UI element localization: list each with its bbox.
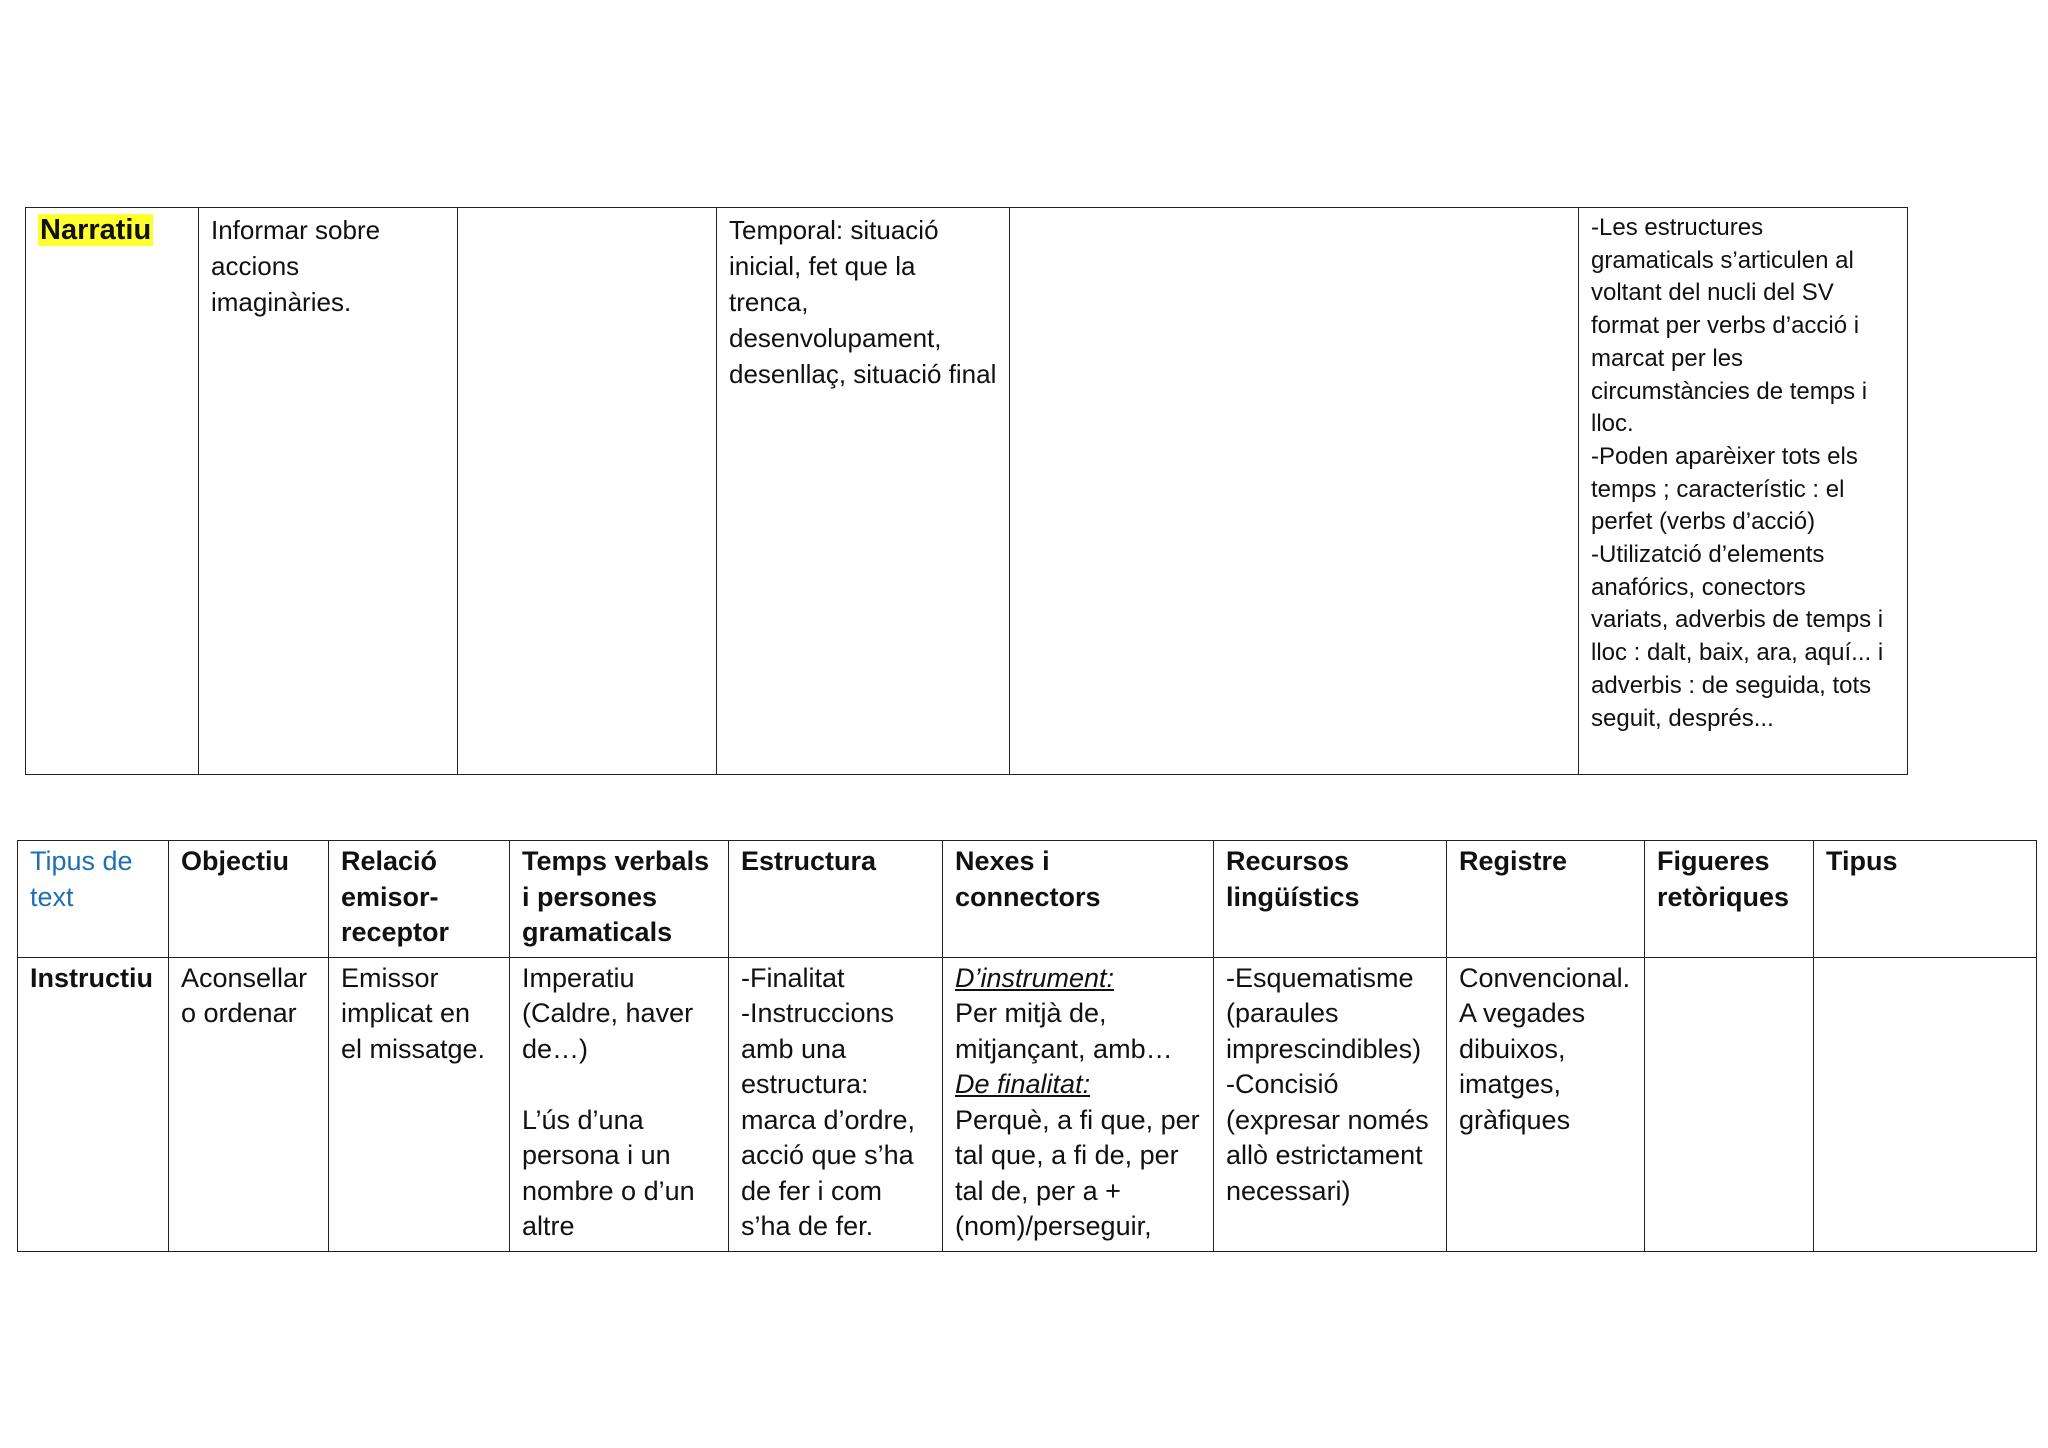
cell-objective: Informar sobre accions imaginàries. (199, 208, 458, 775)
resources-line: temps ; característic : el (1591, 475, 1845, 503)
resources-line: circumstàncies de temps i (1591, 377, 1868, 405)
resources-line: adverbis : de seguida, tots (1591, 671, 1872, 699)
resources-line: voltant del nucli del SV (1591, 279, 1834, 307)
resources-line: marcat per les (1591, 344, 1744, 372)
resources-line: anafórics, conectors (1591, 573, 1806, 601)
structure-text: -Finalitat (741, 962, 845, 993)
resources-text: -Concisió (expresar només allò estrictament necessari) (1226, 1069, 1437, 1206)
cell-types (1814, 957, 2037, 1251)
resources-line: format per verbs d’acció i (1591, 312, 1860, 340)
resources-text: -Esquematisme (paraules imprescindibles) (1226, 962, 1422, 1064)
text-types-table (17, 840, 2037, 1252)
cell-register: Convencional. A vegades dibuixos, imatges, gràfiques (1447, 957, 1645, 1251)
verbs-text: L’ús d’una persona i un nombre o d’un altre (522, 1104, 703, 1241)
resources-line: gramaticals s’articulen al (1591, 246, 1854, 274)
spacer (522, 1067, 716, 1103)
cell-type (26, 208, 199, 775)
resources-line: seguit, després... (1591, 704, 1774, 732)
cell-connectors (1010, 208, 1579, 775)
resources-line: lloc : dalt, baix, ara, aquí... i (1591, 639, 1884, 667)
cell-verbs (510, 957, 729, 1251)
resources-line: -Utilizatció d’elements (1591, 541, 1825, 569)
header-figueres: Figueres retòriques (1645, 841, 1814, 958)
header-tipus-de-text: Tipus de text (18, 841, 169, 958)
cell-resources (1214, 957, 1447, 1251)
cell-type: Instructiu (18, 957, 169, 1251)
header-recursos: Recursos lingüístics (1214, 841, 1447, 958)
header-row (18, 841, 2037, 958)
header-estructura: Estructura (729, 841, 943, 958)
header-relacio: Relació emisor-receptor (329, 841, 510, 958)
narratiu-row (26, 208, 1908, 775)
instructiu-row (18, 957, 2037, 1251)
nexes-label: D’instrument: (955, 962, 1115, 993)
nexes-text: Perquè, a fi que, per tal que, a fi de, per tal de, per a + (nom)/perseguir, (955, 1104, 1208, 1241)
cell-structure (729, 957, 943, 1251)
cell-relation: Emissor implicat en el missatge. (329, 957, 510, 1251)
nexes-text: Per mitjà de, mitjançant, amb… (955, 998, 1173, 1064)
cell-nexes (943, 957, 1214, 1251)
header-nexes: Nexes i connectors (943, 841, 1214, 958)
cell-objective: Aconsellar o ordenar (169, 957, 329, 1251)
cell-figures (1645, 957, 1814, 1251)
structure-text: -Instruccions amb una estructura: marca d’ordre, acció que s’ha de fer i com s’ha de fer. (741, 998, 923, 1241)
header-tipus: Tipus (1814, 841, 2037, 958)
resources-line: -Poden aparèixer tots els (1591, 442, 1858, 470)
narratiu-label: Narratiu (40, 214, 152, 246)
header-temps-verbals: Temps verbals i persones gramaticals (510, 841, 729, 958)
resources-line: -Les estructures (1591, 214, 1764, 241)
header-registre: Registre (1447, 841, 1645, 958)
cell-structure: Temporal: situació inicial, fet que la trenca, desenvolupament, desenllaç, situació final (717, 208, 1010, 775)
cell-relation (458, 208, 717, 775)
resources-line: perfet (verbs d’acció) (1591, 508, 1816, 536)
resources-line: variats, adverbis de temps i (1591, 606, 1884, 634)
verbs-text: Imperatiu (Caldre, haver de…) (522, 962, 701, 1064)
header-objectiu: Objectiu (169, 841, 329, 958)
nexes-label: De finalitat: (955, 1069, 1091, 1099)
resources-line: lloc. (1591, 410, 1634, 438)
narratiu-table (25, 207, 1908, 775)
cell-resources (1579, 208, 1908, 775)
